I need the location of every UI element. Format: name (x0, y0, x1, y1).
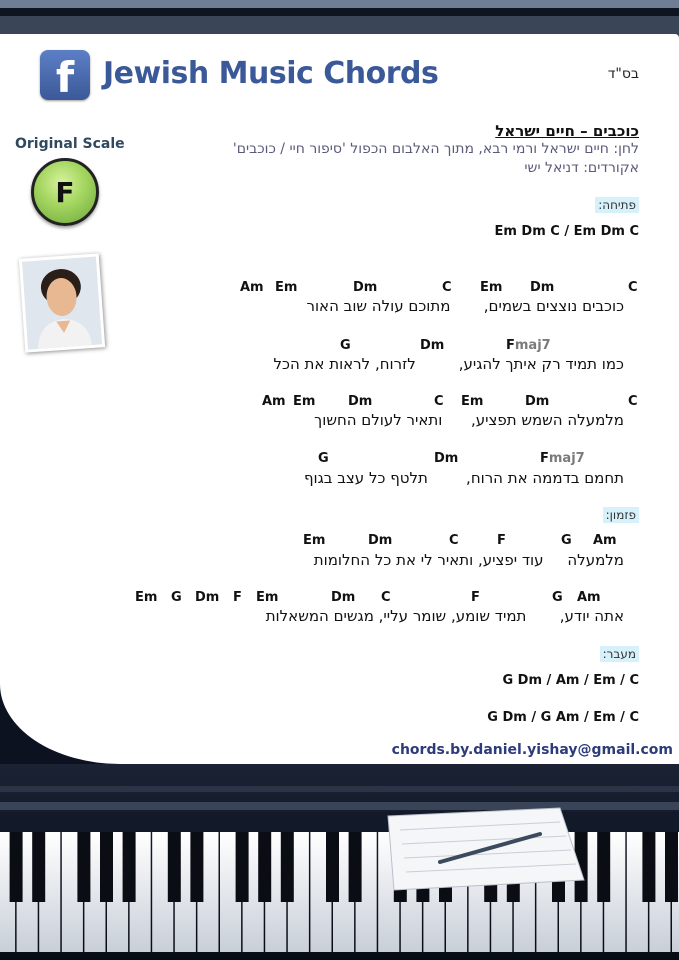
chord: Em (480, 280, 503, 295)
chord: Dm (525, 394, 550, 409)
chord: Dm (368, 533, 393, 548)
paper-and-pen-illustration (388, 808, 584, 890)
piano-black-key (597, 832, 610, 902)
chord: F (471, 590, 480, 605)
chord: Dm (331, 590, 356, 605)
scale-key-badge (31, 158, 99, 226)
chord: Em (135, 590, 158, 605)
artist-photo (19, 253, 105, 352)
chord: C (434, 394, 444, 409)
bridge-label: מעבר: (600, 646, 639, 662)
chord: Am (262, 394, 286, 409)
bsd-mark: בס"ד (607, 66, 639, 82)
piano-black-key (100, 832, 113, 902)
chord-root: F (506, 338, 515, 353)
piano-black-key (349, 832, 362, 902)
chord: G (340, 338, 351, 353)
chord: C (449, 533, 459, 548)
chord-extension: maj7 (548, 451, 585, 466)
piano-black-key (168, 832, 181, 902)
piano-black-key (190, 832, 203, 902)
piano-illustration (0, 764, 679, 960)
bridge-chords-1: G Dm / Am / Em / C (502, 673, 639, 688)
chord: Em (256, 590, 279, 605)
chord-extension: maj7 (514, 338, 551, 353)
chord (540, 451, 585, 466)
chord: Am (240, 280, 264, 295)
chord: Dm (195, 590, 220, 605)
chord: Dm (530, 280, 555, 295)
chord: Em (275, 280, 298, 295)
chord: C (628, 280, 638, 295)
chord: Dm (348, 394, 373, 409)
chord: C (442, 280, 452, 295)
piano-black-key (665, 832, 678, 902)
facebook-logo-icon[interactable] (40, 50, 90, 100)
piano-black-key (32, 832, 45, 902)
lyric-line: כוכבים נוצצים בשמים, מתוכם עולה שוב האור (306, 297, 624, 315)
chord: Em (461, 394, 484, 409)
piano-black-key (10, 832, 23, 902)
chord: Dm (353, 280, 378, 295)
artist-portrait-image (22, 257, 102, 350)
chord: C (381, 590, 391, 605)
chord-root: F (540, 451, 549, 466)
chord (506, 338, 551, 353)
bridge-chords-2: G Dm / G Am / Em / C (487, 710, 639, 725)
chorus-label: פזמון: (603, 507, 639, 523)
chord: Am (577, 590, 601, 605)
lyric-line: כמו תמיד רק איתך להגיע, לזרוח, לראות את הכל (273, 355, 624, 373)
lyric-line: תחמם בדממה את הרוח, תלטף כל עצב בגוף (303, 469, 624, 487)
scale-key: F (55, 175, 75, 209)
piano-black-key (281, 832, 294, 902)
chords-credit: אקורדים: דניאל ישי (524, 160, 639, 176)
lyric-line: מלמעלה השמש תפציע, ותאיר לעולם החשוך (314, 411, 624, 429)
chord: G (318, 451, 329, 466)
contact-email[interactable]: chords.by.daniel.yishay@gmail.com (391, 742, 673, 758)
chord: F (233, 590, 242, 605)
intro-label: פתיחה: (595, 197, 639, 213)
original-scale-label: Original Scale (15, 136, 125, 152)
chord: C (628, 394, 638, 409)
intro-chords: Em Dm C / Em Dm C (494, 224, 639, 239)
chord: G (561, 533, 572, 548)
chord: Em (293, 394, 316, 409)
lyric-line: מלמעלה עוד יפציע, ותאיר לי את כל החלומות (313, 551, 624, 569)
facebook-letter: f (55, 53, 75, 102)
chord: Dm (434, 451, 459, 466)
piano-black-key (642, 832, 655, 902)
composer-credit: לחן: חיים ישראל ורמי רבא, מתוך האלבום הכפול 'סיפור חיי / כוכבים' (232, 141, 639, 157)
chord: Am (593, 533, 617, 548)
piano-black-key (326, 832, 339, 902)
brand-title: Jewish Music Chords (103, 56, 439, 91)
chord: Em (303, 533, 326, 548)
song-title: כוכבים – חיים ישראל (495, 122, 639, 140)
chord: G (552, 590, 563, 605)
piano-black-key (77, 832, 90, 902)
piano-black-key (236, 832, 249, 902)
chord: Dm (420, 338, 445, 353)
chord: F (497, 533, 506, 548)
piano-black-key (123, 832, 136, 902)
lyric-line: אתה יודע, תמיד שומע, שומר עליי, מגשים המשאלות (265, 607, 624, 625)
piano-black-key (258, 832, 271, 902)
chord: G (171, 590, 182, 605)
